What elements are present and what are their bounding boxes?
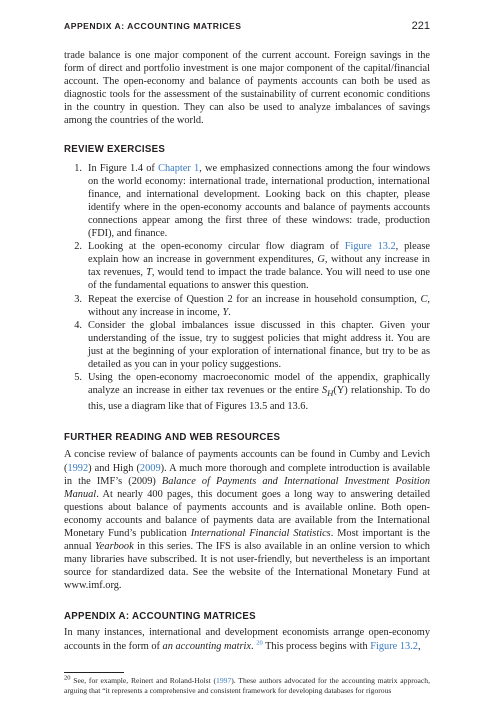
running-head: APPENDIX A: ACCOUNTING MATRICES bbox=[64, 21, 242, 31]
list-item-number: 2. bbox=[74, 241, 82, 253]
list-item-text: Repeat the exercise of Question 2 for an increase in household consumption, C, without any increase in income, Y. bbox=[88, 293, 430, 318]
appendix-paragraph: In many instances, international and development economists arrange open-economy accounts in the form of an accounting matrix. $^{20}$ This process begins with Figure 13.2, bbox=[64, 627, 430, 652]
list-item-number: 5. bbox=[74, 372, 82, 384]
list-item bbox=[64, 319, 430, 371]
list-item-text: Looking at the open-economy circular flow diagram of Figure 13.2, please explain how an increase in government expenditures, G, without any increase in tax revenues, T, would tend to impact the trade balance. You will need to use one of the fundamental equations to answer this question. bbox=[88, 241, 430, 292]
list-item bbox=[64, 162, 430, 241]
further-reading-paragraph: A concise review of balance of payments accounts can be found in Cumby and Levich (1992) and High (2009). A much more thorough and complete introduction is available in the IMF’s (2009) Balance of Payments and International Investment Position Manual. At nearly 400 pages, this document goes a long way to answering detailed questions about balance of payments accounts and is available online. Both open-economy accounts and balance of payments data are available from the International Monetary Fund’s publication International Financial Statistics. Most important is the annual Yearbook in this series. The IFS is also available in an online version to which many libraries have subscribed. It is not user-friendly, but nevertheless is an important source for standardized data. See the website of the International Monetary Fund at www.imf.org. bbox=[64, 449, 430, 592]
page-number: 221 bbox=[411, 20, 430, 32]
footnote-20-ref[interactable]: 20 bbox=[256, 639, 263, 647]
list-item-number: 4. bbox=[74, 319, 82, 331]
intro-paragraph: trade balance is one major component of the current account. Foreign savings in the form of direct and portfolio investment is one major component of the capital/financial account. The open-economy and balance of payments accounts can both be used as diagnostic tools for the assessment of the sustainability of current economic conditions in the country in question. They can also be used to analyze imbalances of savings among the countries of the world. bbox=[64, 50, 430, 127]
footnote-divider bbox=[64, 672, 124, 673]
appendix-heading: APPENDIX A: ACCOUNTING MATRICES bbox=[64, 611, 256, 623]
figure-13-2-link[interactable]: Figure 13.2 bbox=[370, 640, 418, 652]
page-header bbox=[64, 20, 430, 32]
chapter-1-link[interactable]: Chapter 1 bbox=[158, 162, 200, 174]
review-exercises-list bbox=[64, 162, 430, 414]
list-item-number: 1. bbox=[74, 162, 82, 174]
list-item-number: 3. bbox=[74, 293, 82, 305]
list-item bbox=[64, 293, 430, 319]
footnote-number: 20 bbox=[64, 674, 71, 682]
page-body bbox=[64, 49, 430, 653]
citation-1997-link[interactable]: 1997 bbox=[216, 676, 232, 685]
figure-13-2-link[interactable]: Figure 13.2 bbox=[344, 241, 396, 253]
citation-2009-link[interactable]: 2009 bbox=[139, 462, 161, 474]
list-item bbox=[64, 240, 430, 292]
footnote-20: $^{20}$ See, for example, Reinert and Roland-Holst (1997). These authors advocated for the accounting matrix approach, arguing that “it represents a comprehensive and consistent framework for developing databases for rigorous bbox=[64, 674, 430, 695]
review-exercises-heading: REVIEW EXERCISES bbox=[64, 143, 166, 155]
list-item-text: In Figure 1.4 of Chapter 1, we emphasized connections among the four windows on the world economy: international trade, international production, international finance, and international development. Looking back on this chapter, please identify where in the open-economy accounts and balance of payments accounts connections appear among the first three of these windows: trade, production (FDI), and finance. bbox=[88, 162, 430, 240]
citation-1992-link[interactable]: 1992 bbox=[67, 462, 89, 474]
list-item bbox=[64, 371, 430, 413]
list-item-text: Using the open-economy macroeconomic model of the appendix, graphically analyze an increase in either tax revenues or the entire $S_H(Y)$ relationship. To do this, use a diagram like that of Figures 13.5 and 13.6. bbox=[88, 372, 430, 413]
further-reading-heading: FURTHER READING AND WEB RESOURCES bbox=[64, 432, 281, 444]
list-item-text: Consider the global imbalances issue discussed in this chapter. Given your understanding of the issue, try to suggest policies that might address it. You are just at the beginning of your exploration of international finance, but try to be as detailed as you can in your policy suggestions. bbox=[88, 319, 430, 370]
